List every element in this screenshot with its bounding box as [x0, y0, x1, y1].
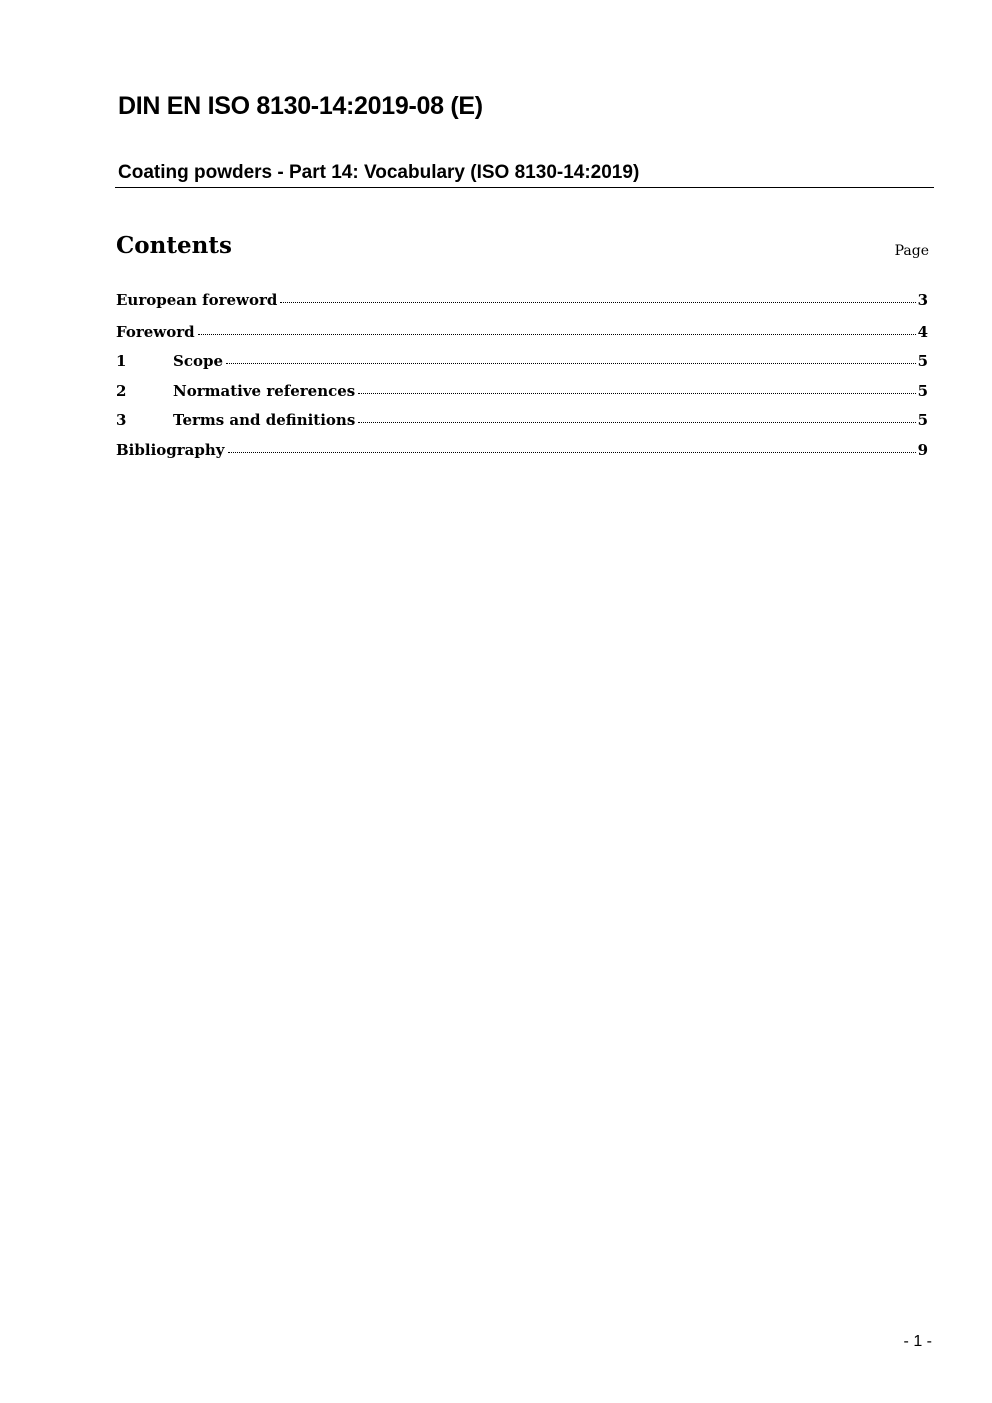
toc-entry-title: Bibliography: [116, 441, 225, 459]
page-column-label: Page: [894, 243, 929, 259]
toc-entry-page: 3: [917, 291, 928, 309]
contents-heading: Contents: [116, 232, 232, 259]
toc-dot-leader: [198, 334, 916, 335]
toc-dot-leader: [358, 422, 915, 423]
toc-dot-leader: [358, 393, 915, 394]
toc-dot-leader: [226, 363, 916, 364]
toc-entry-title: Terms and definitions: [173, 411, 356, 429]
toc-entry-page: 5: [917, 352, 928, 370]
toc-entry-bibliography[interactable]: [116, 441, 928, 459]
toc-entry-number: 1: [116, 352, 127, 370]
title-underline: [115, 187, 934, 188]
toc-entry-page: 5: [917, 382, 928, 400]
document-number: DIN EN ISO 8130-14:2019-08 (E): [118, 92, 483, 120]
toc-entry-title: Foreword: [116, 323, 195, 341]
toc-entry-number: 2: [116, 382, 127, 400]
toc-dot-leader: [280, 302, 915, 303]
toc-entry-scope[interactable]: [116, 352, 928, 370]
toc-entry-terms-and-definitions[interactable]: [116, 411, 928, 429]
toc-entry-european-foreword[interactable]: [116, 291, 928, 309]
toc-entry-title: European foreword: [116, 291, 278, 309]
toc-entry-title: Scope: [173, 352, 224, 370]
toc-entry-foreword[interactable]: [116, 323, 928, 341]
toc-entry-page: 9: [917, 441, 928, 459]
footer-page-number: - 1 -: [903, 1333, 932, 1350]
toc-dot-leader: [228, 452, 916, 453]
toc-entry-normative-references[interactable]: [116, 382, 928, 400]
toc-entry-number: 3: [116, 411, 127, 429]
document-title: Coating powders - Part 14: Vocabulary (ISO 8130-14:2019): [118, 162, 640, 183]
toc-entry-title: Normative references: [173, 382, 356, 400]
toc-entry-page: 4: [917, 323, 928, 341]
toc-entry-page: 5: [917, 411, 928, 429]
